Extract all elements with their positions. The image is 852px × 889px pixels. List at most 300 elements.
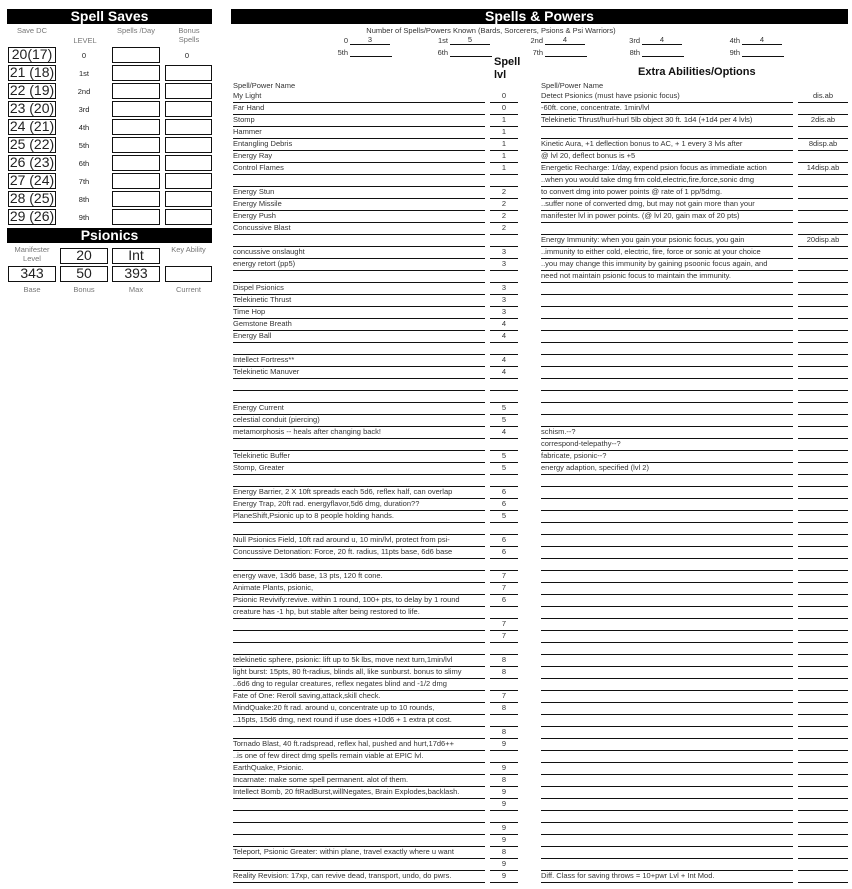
- spell-name-field[interactable]: Energy Trap, 20ft rad. energyflavor,5d6 dmg, duration??: [233, 499, 485, 511]
- save-dc-field[interactable]: 26 (23): [9, 154, 55, 170]
- known-count-field[interactable]: 3: [350, 35, 390, 45]
- power-points-base-field[interactable]: 343: [8, 266, 56, 282]
- extra-ability-ref-field[interactable]: [798, 763, 848, 775]
- spell-name-field[interactable]: [233, 391, 485, 403]
- extra-ability-field[interactable]: [541, 367, 793, 379]
- spell-level-field[interactable]: [490, 643, 518, 655]
- known-count-field[interactable]: 5: [450, 35, 490, 45]
- extra-ability-field[interactable]: Diff. Class for saving throws = 10+pwr Lvl + Int Mod.: [541, 871, 793, 883]
- spell-name-field[interactable]: Reality Revision: 17xp, can revive dead, transport, undo, do pwrs.: [233, 871, 485, 883]
- spell-level-field[interactable]: 2: [490, 199, 518, 211]
- extra-ability-ref-field[interactable]: [798, 631, 848, 643]
- extra-ability-ref-field[interactable]: 8disp.ab: [798, 139, 848, 151]
- spell-level-field[interactable]: 8: [490, 727, 518, 739]
- spell-level-field[interactable]: 2: [490, 211, 518, 223]
- spell-level-field[interactable]: 8: [490, 667, 518, 679]
- save-dc-field[interactable]: 27 (24): [9, 172, 55, 188]
- spell-name-field[interactable]: Incarnate: make some spell permanent. alot of them.: [233, 775, 485, 787]
- extra-ability-field[interactable]: [541, 403, 793, 415]
- spell-name-field[interactable]: Time Hop: [233, 307, 485, 319]
- extra-ability-field[interactable]: Telekinetic Thrust/hurl-hurl 5lb object 30 ft. 1d4 (+1d4 per 4 lvls): [541, 115, 793, 127]
- extra-ability-ref-field[interactable]: [798, 547, 848, 559]
- spell-name-field[interactable]: Gemstone Breath: [233, 319, 485, 331]
- extra-ability-ref-field[interactable]: [798, 175, 848, 187]
- spell-name-field[interactable]: Telekinetic Thrust: [233, 295, 485, 307]
- extra-ability-ref-field[interactable]: [798, 223, 848, 235]
- spell-name-field[interactable]: Fate of One: Reroll saving,attack,skill check.: [233, 691, 485, 703]
- extra-ability-field[interactable]: [541, 703, 793, 715]
- spell-name-field[interactable]: [233, 475, 485, 487]
- extra-ability-ref-field[interactable]: [798, 367, 848, 379]
- extra-ability-ref-field[interactable]: [798, 571, 848, 583]
- spell-level-field[interactable]: 6: [490, 547, 518, 559]
- extra-ability-ref-field[interactable]: [798, 427, 848, 439]
- known-count-field[interactable]: [545, 47, 587, 57]
- extra-ability-field[interactable]: [541, 847, 793, 859]
- spell-level-field[interactable]: 3: [490, 307, 518, 319]
- extra-ability-ref-field[interactable]: [798, 811, 848, 823]
- spell-name-field[interactable]: [233, 799, 485, 811]
- known-count-field[interactable]: [642, 47, 684, 57]
- spell-level-field[interactable]: 1: [490, 139, 518, 151]
- spell-name-field[interactable]: Telekinetic Manuver: [233, 367, 485, 379]
- bonus-spells-field[interactable]: [165, 101, 212, 117]
- spell-level-field[interactable]: 3: [490, 283, 518, 295]
- extra-ability-field[interactable]: [541, 835, 793, 847]
- spell-level-field[interactable]: 7: [490, 571, 518, 583]
- spells-per-day-field[interactable]: [112, 65, 160, 81]
- extra-ability-field[interactable]: correspond-telepathy--?: [541, 439, 793, 451]
- extra-ability-ref-field[interactable]: [798, 835, 848, 847]
- extra-ability-field[interactable]: schism.--?: [541, 427, 793, 439]
- spell-level-field[interactable]: 4: [490, 367, 518, 379]
- spells-per-day-field[interactable]: [112, 209, 160, 225]
- extra-ability-field[interactable]: [541, 571, 793, 583]
- extra-ability-field[interactable]: [541, 535, 793, 547]
- extra-ability-ref-field[interactable]: [798, 415, 848, 427]
- spell-level-field[interactable]: 2: [490, 187, 518, 199]
- spell-level-field[interactable]: [490, 811, 518, 823]
- power-points-max-field[interactable]: 393: [112, 266, 160, 282]
- spell-name-field[interactable]: Energy Current: [233, 403, 485, 415]
- spell-name-field[interactable]: PlaneShift,Psionic up to 8 people holding hands.: [233, 511, 485, 523]
- spell-name-field[interactable]: [233, 619, 485, 631]
- spell-level-field[interactable]: 7: [490, 631, 518, 643]
- spell-name-field[interactable]: [233, 343, 485, 355]
- spell-level-field[interactable]: [490, 475, 518, 487]
- extra-ability-field[interactable]: [541, 655, 793, 667]
- spell-level-field[interactable]: 8: [490, 847, 518, 859]
- spell-name-field[interactable]: [233, 235, 485, 247]
- extra-ability-ref-field[interactable]: [798, 871, 848, 883]
- spell-name-field[interactable]: light burst: 15pts, 80 ft-radius, blinds all, like sunburst. bonus to slimy: [233, 667, 485, 679]
- extra-ability-ref-field[interactable]: [798, 463, 848, 475]
- extra-ability-field[interactable]: [541, 739, 793, 751]
- extra-ability-ref-field[interactable]: [798, 199, 848, 211]
- extra-ability-field[interactable]: ..when you would take dmg frm cold,electric,fire,force,sonic dmg: [541, 175, 793, 187]
- spell-level-field[interactable]: 1: [490, 163, 518, 175]
- spell-level-field[interactable]: [490, 343, 518, 355]
- extra-ability-field[interactable]: [541, 499, 793, 511]
- extra-ability-field[interactable]: need not maintain psionic focus to maintain the immunity.: [541, 271, 793, 283]
- spell-level-field[interactable]: [490, 379, 518, 391]
- spell-level-field[interactable]: 3: [490, 259, 518, 271]
- extra-ability-ref-field[interactable]: 14disp.ab: [798, 163, 848, 175]
- extra-ability-field[interactable]: Energetic Recharge: 1/day, expend psion focus as immediate action: [541, 163, 793, 175]
- extra-ability-ref-field[interactable]: [798, 343, 848, 355]
- bonus-spells-field[interactable]: [165, 83, 212, 99]
- save-dc-field[interactable]: 24 (21): [9, 118, 55, 134]
- spell-level-field[interactable]: [490, 439, 518, 451]
- extra-ability-field[interactable]: energy adaption, specified (lvl 2): [541, 463, 793, 475]
- spell-level-field[interactable]: 9: [490, 823, 518, 835]
- spell-name-field[interactable]: Concussive Blast: [233, 223, 485, 235]
- spell-level-field[interactable]: [490, 715, 518, 727]
- spell-level-field[interactable]: 1: [490, 115, 518, 127]
- extra-ability-ref-field[interactable]: [798, 295, 848, 307]
- spell-name-field[interactable]: Intellect Bomb, 20 ftRadBurst,willNegates, Brain Explodes,backlash.: [233, 787, 485, 799]
- extra-ability-field[interactable]: [541, 295, 793, 307]
- spell-name-field[interactable]: energy retort (pp5): [233, 259, 485, 271]
- extra-ability-ref-field[interactable]: [798, 655, 848, 667]
- spell-level-field[interactable]: 7: [490, 619, 518, 631]
- extra-ability-ref-field[interactable]: [798, 703, 848, 715]
- extra-ability-ref-field[interactable]: [798, 607, 848, 619]
- spell-name-field[interactable]: ..6d6 dng to regular creatures, reflex negates blind and -1/2 dmg: [233, 679, 485, 691]
- spell-level-field[interactable]: 4: [490, 427, 518, 439]
- spell-name-field[interactable]: [233, 811, 485, 823]
- extra-ability-ref-field[interactable]: [798, 475, 848, 487]
- spell-name-field[interactable]: metamorphosis -- heals after changing back!: [233, 427, 485, 439]
- spell-name-field[interactable]: telekinetic sphere, psionic: lift up to 5k lbs, move next turn,1min/lvl: [233, 655, 485, 667]
- spell-name-field[interactable]: Animate Plants, psionic,: [233, 583, 485, 595]
- extra-ability-field[interactable]: @ lvl 20, deflect bonus is +5: [541, 151, 793, 163]
- spell-level-field[interactable]: 6: [490, 499, 518, 511]
- extra-ability-field[interactable]: [541, 667, 793, 679]
- save-dc-field[interactable]: 23 (20): [9, 100, 55, 116]
- extra-ability-ref-field[interactable]: [798, 127, 848, 139]
- spell-level-field[interactable]: [490, 175, 518, 187]
- extra-ability-ref-field[interactable]: [798, 859, 848, 871]
- extra-ability-ref-field[interactable]: [798, 691, 848, 703]
- extra-ability-ref-field[interactable]: [798, 403, 848, 415]
- extra-ability-ref-field[interactable]: [798, 355, 848, 367]
- extra-ability-field[interactable]: [541, 355, 793, 367]
- extra-ability-ref-field[interactable]: [798, 103, 848, 115]
- extra-ability-field[interactable]: [541, 595, 793, 607]
- spell-name-field[interactable]: [233, 835, 485, 847]
- known-count-field[interactable]: 4: [545, 35, 585, 45]
- spell-level-field[interactable]: 0: [490, 103, 518, 115]
- extra-ability-ref-field[interactable]: [798, 715, 848, 727]
- extra-ability-ref-field[interactable]: [798, 379, 848, 391]
- extra-ability-ref-field[interactable]: [798, 559, 848, 571]
- spell-level-field[interactable]: [490, 607, 518, 619]
- spell-level-field[interactable]: 6: [490, 535, 518, 547]
- spell-name-field[interactable]: concussive onslaught: [233, 247, 485, 259]
- extra-ability-field[interactable]: to convert dmg into power points @ rate of 1 pp/5dmg.: [541, 187, 793, 199]
- extra-ability-field[interactable]: [541, 811, 793, 823]
- key-ability-field[interactable]: Int: [112, 248, 160, 264]
- spell-name-field[interactable]: [233, 631, 485, 643]
- spell-name-field[interactable]: Entangling Debris: [233, 139, 485, 151]
- extra-ability-field[interactable]: ..you may change this immunity by gaining psoonic focus again, and: [541, 259, 793, 271]
- spell-name-field[interactable]: [233, 523, 485, 535]
- bonus-spells-field[interactable]: [165, 191, 212, 207]
- extra-ability-ref-field[interactable]: 20disp.ab: [798, 235, 848, 247]
- extra-ability-field[interactable]: Detect Psionics (must have psionic focus): [541, 91, 793, 103]
- spell-name-field[interactable]: Concussive Detonation: Force, 20 ft. radius, 11pts base, 6d6 base: [233, 547, 485, 559]
- spell-name-field[interactable]: ..15pts, 15d6 dmg, next round if use does +10d6 + 1 extra pt cost.: [233, 715, 485, 727]
- spell-level-field[interactable]: 5: [490, 463, 518, 475]
- spell-name-field[interactable]: Hammer: [233, 127, 485, 139]
- extra-ability-field[interactable]: [541, 799, 793, 811]
- spell-name-field[interactable]: Tornado Blast, 40 ft.radspread, reflex hal, pushed and hurt,17d6++: [233, 739, 485, 751]
- spell-level-field[interactable]: [490, 235, 518, 247]
- spell-name-field[interactable]: Energy Push: [233, 211, 485, 223]
- bonus-spells-field[interactable]: [165, 209, 212, 225]
- spell-name-field[interactable]: Dispel Psionics: [233, 283, 485, 295]
- spell-level-field[interactable]: 9: [490, 799, 518, 811]
- extra-ability-ref-field[interactable]: [798, 619, 848, 631]
- save-dc-field[interactable]: 21 (18): [9, 64, 55, 80]
- spell-level-field[interactable]: 3: [490, 295, 518, 307]
- spell-name-field[interactable]: MindQuake:20 ft rad. around u, concentrate up to 10 rounds,: [233, 703, 485, 715]
- spell-name-field[interactable]: [233, 271, 485, 283]
- extra-ability-field[interactable]: [541, 547, 793, 559]
- spell-name-field[interactable]: Energy Ray: [233, 151, 485, 163]
- extra-ability-field[interactable]: [541, 787, 793, 799]
- spell-name-field[interactable]: [233, 859, 485, 871]
- known-count-field[interactable]: [742, 47, 784, 57]
- extra-ability-ref-field[interactable]: [798, 823, 848, 835]
- extra-ability-ref-field[interactable]: [798, 727, 848, 739]
- extra-ability-field[interactable]: [541, 475, 793, 487]
- extra-ability-field[interactable]: fabricate, psionic--?: [541, 451, 793, 463]
- spell-name-field[interactable]: [233, 175, 485, 187]
- spell-level-field[interactable]: 8: [490, 775, 518, 787]
- extra-ability-field[interactable]: [541, 823, 793, 835]
- extra-ability-field[interactable]: [541, 607, 793, 619]
- spell-level-field[interactable]: 9: [490, 787, 518, 799]
- spell-level-field[interactable]: [490, 271, 518, 283]
- extra-ability-field[interactable]: [541, 715, 793, 727]
- bonus-spells-field[interactable]: [165, 65, 212, 81]
- extra-ability-field[interactable]: [541, 691, 793, 703]
- spell-level-field[interactable]: 2: [490, 223, 518, 235]
- extra-ability-field[interactable]: -60ft. cone, concentrate. 1min/lvl: [541, 103, 793, 115]
- spell-level-field[interactable]: 6: [490, 487, 518, 499]
- extra-ability-field[interactable]: [541, 379, 793, 391]
- extra-ability-ref-field[interactable]: [798, 211, 848, 223]
- spell-level-field[interactable]: 5: [490, 511, 518, 523]
- spell-level-field[interactable]: [490, 559, 518, 571]
- extra-ability-field[interactable]: [541, 127, 793, 139]
- extra-ability-ref-field[interactable]: [798, 799, 848, 811]
- extra-ability-field[interactable]: [541, 223, 793, 235]
- extra-ability-ref-field[interactable]: [798, 523, 848, 535]
- spell-level-field[interactable]: 0: [490, 91, 518, 103]
- extra-ability-ref-field[interactable]: [798, 247, 848, 259]
- known-count-field[interactable]: 4: [642, 35, 682, 45]
- extra-ability-field[interactable]: [541, 283, 793, 295]
- extra-ability-field[interactable]: ..suffer none of converted dmg, but may not gain more than your: [541, 199, 793, 211]
- spell-level-field[interactable]: 8: [490, 655, 518, 667]
- extra-ability-ref-field[interactable]: [798, 439, 848, 451]
- spell-name-field[interactable]: [233, 439, 485, 451]
- bonus-spells-field[interactable]: [165, 137, 212, 153]
- spells-per-day-field[interactable]: [112, 119, 160, 135]
- extra-ability-field[interactable]: [541, 523, 793, 535]
- spell-name-field[interactable]: Intellect Fortress**: [233, 355, 485, 367]
- extra-ability-ref-field[interactable]: [798, 307, 848, 319]
- spell-level-field[interactable]: 4: [490, 331, 518, 343]
- spell-name-field[interactable]: Far Hand: [233, 103, 485, 115]
- spell-level-field[interactable]: 7: [490, 691, 518, 703]
- save-dc-field[interactable]: 25 (22): [9, 136, 55, 152]
- extra-ability-field[interactable]: [541, 643, 793, 655]
- extra-ability-field[interactable]: Kinetic Aura, +1 deflection bonus to AC, + 1 every 3 lvls after: [541, 139, 793, 151]
- spell-level-field[interactable]: 4: [490, 355, 518, 367]
- extra-ability-ref-field[interactable]: [798, 595, 848, 607]
- save-dc-field[interactable]: 22 (19): [9, 82, 55, 98]
- bonus-spells-field[interactable]: [165, 173, 212, 189]
- extra-ability-ref-field[interactable]: [798, 451, 848, 463]
- extra-ability-ref-field[interactable]: [798, 667, 848, 679]
- spells-per-day-field[interactable]: [112, 101, 160, 117]
- extra-ability-field[interactable]: Energy Immunity: when you gain your psionic focus, you gain: [541, 235, 793, 247]
- spell-name-field[interactable]: energy wave, 13d6 base, 13 pts, 120 ft cone.: [233, 571, 485, 583]
- spell-level-field[interactable]: 9: [490, 859, 518, 871]
- spell-name-field[interactable]: Energy Ball: [233, 331, 485, 343]
- extra-ability-ref-field[interactable]: [798, 331, 848, 343]
- spell-name-field[interactable]: Teleport, Psionic Greater: within plane, travel exactly where u want: [233, 847, 485, 859]
- extra-ability-field[interactable]: [541, 391, 793, 403]
- spell-name-field[interactable]: Stomp, Greater: [233, 463, 485, 475]
- spell-name-field[interactable]: Energy Barrier, 2 X 10ft spreads each 5d6, reflex half, can overlap: [233, 487, 485, 499]
- spell-level-field[interactable]: 9: [490, 835, 518, 847]
- spell-name-field[interactable]: [233, 559, 485, 571]
- spell-name-field[interactable]: Null Psionics Field, 10ft rad around u, 10 min/lvl, protect from psi-: [233, 535, 485, 547]
- extra-ability-field[interactable]: [541, 859, 793, 871]
- extra-ability-ref-field[interactable]: [798, 187, 848, 199]
- extra-ability-field[interactable]: [541, 583, 793, 595]
- extra-ability-ref-field[interactable]: [798, 511, 848, 523]
- known-count-field[interactable]: [350, 47, 392, 57]
- spell-name-field[interactable]: [233, 643, 485, 655]
- spell-name-field[interactable]: Telekinetic Buffer: [233, 451, 485, 463]
- extra-ability-field[interactable]: [541, 487, 793, 499]
- manifester-level-field[interactable]: 20: [60, 248, 108, 264]
- spells-per-day-field[interactable]: [112, 155, 160, 171]
- spell-level-field[interactable]: 5: [490, 403, 518, 415]
- spell-name-field[interactable]: Energy Missile: [233, 199, 485, 211]
- spells-per-day-field[interactable]: [112, 83, 160, 99]
- power-points-current-field[interactable]: [165, 266, 212, 282]
- spell-name-field[interactable]: EarthQuake, Psionic.: [233, 763, 485, 775]
- spell-level-field[interactable]: 5: [490, 415, 518, 427]
- spell-name-field[interactable]: [233, 823, 485, 835]
- extra-ability-ref-field[interactable]: [798, 643, 848, 655]
- spell-level-field[interactable]: [490, 391, 518, 403]
- spell-name-field[interactable]: creature has -1 hp, but stable after being restored to life.: [233, 607, 485, 619]
- extra-ability-field[interactable]: [541, 331, 793, 343]
- extra-ability-ref-field[interactable]: [798, 271, 848, 283]
- bonus-spells-field[interactable]: [165, 119, 212, 135]
- spell-level-field[interactable]: 1: [490, 151, 518, 163]
- power-points-bonus-field[interactable]: 50: [60, 266, 108, 282]
- bonus-spells-field[interactable]: [165, 155, 212, 171]
- spells-per-day-field[interactable]: [112, 173, 160, 189]
- spell-level-field[interactable]: 1: [490, 127, 518, 139]
- save-dc-field[interactable]: 28 (25): [9, 190, 55, 206]
- extra-ability-ref-field[interactable]: [798, 787, 848, 799]
- spell-level-field[interactable]: [490, 679, 518, 691]
- extra-ability-field[interactable]: [541, 631, 793, 643]
- save-dc-field[interactable]: 29 (26): [9, 208, 55, 224]
- extra-ability-field[interactable]: [541, 343, 793, 355]
- spell-name-field[interactable]: Stomp: [233, 115, 485, 127]
- extra-ability-ref-field[interactable]: [798, 775, 848, 787]
- extra-ability-field[interactable]: ..immunity to either cold, electric, fire, force or sonic at your choice: [541, 247, 793, 259]
- spells-per-day-field[interactable]: [112, 191, 160, 207]
- spell-level-field[interactable]: [490, 523, 518, 535]
- extra-ability-field[interactable]: [541, 763, 793, 775]
- extra-ability-ref-field[interactable]: [798, 751, 848, 763]
- spell-level-field[interactable]: 7: [490, 583, 518, 595]
- extra-ability-ref-field[interactable]: [798, 391, 848, 403]
- extra-ability-ref-field[interactable]: [798, 847, 848, 859]
- spell-level-field[interactable]: 6: [490, 595, 518, 607]
- extra-ability-ref-field[interactable]: [798, 259, 848, 271]
- spell-level-field[interactable]: 3: [490, 247, 518, 259]
- spell-name-field[interactable]: Energy Stun: [233, 187, 485, 199]
- spell-level-field[interactable]: 9: [490, 871, 518, 883]
- spell-level-field[interactable]: 4: [490, 319, 518, 331]
- spell-level-field[interactable]: 9: [490, 763, 518, 775]
- extra-ability-field[interactable]: [541, 727, 793, 739]
- extra-ability-field[interactable]: [541, 307, 793, 319]
- spell-level-field[interactable]: 9: [490, 739, 518, 751]
- spell-name-field[interactable]: Psionic Revivify:revive. within 1 round, 100+ pts, to delay by 1 round: [233, 595, 485, 607]
- extra-ability-ref-field[interactable]: [798, 739, 848, 751]
- save-dc-field[interactable]: 20(17): [8, 47, 56, 63]
- extra-ability-ref-field[interactable]: 2dis.ab: [798, 115, 848, 127]
- spell-level-field[interactable]: 8: [490, 703, 518, 715]
- extra-ability-ref-field[interactable]: [798, 283, 848, 295]
- extra-ability-ref-field[interactable]: [798, 499, 848, 511]
- extra-ability-field[interactable]: [541, 415, 793, 427]
- extra-ability-field[interactable]: [541, 775, 793, 787]
- spells-per-day-field[interactable]: [112, 47, 160, 63]
- extra-ability-field[interactable]: [541, 559, 793, 571]
- spell-name-field[interactable]: My Light: [233, 91, 485, 103]
- extra-ability-ref-field[interactable]: [798, 151, 848, 163]
- extra-ability-ref-field[interactable]: [798, 319, 848, 331]
- extra-ability-field[interactable]: [541, 619, 793, 631]
- extra-ability-field[interactable]: [541, 679, 793, 691]
- extra-ability-ref-field[interactable]: dis.ab: [798, 91, 848, 103]
- spell-name-field[interactable]: Control Flames: [233, 163, 485, 175]
- extra-ability-field[interactable]: [541, 511, 793, 523]
- extra-ability-ref-field[interactable]: [798, 535, 848, 547]
- spells-per-day-field[interactable]: [112, 137, 160, 153]
- spell-level-field[interactable]: 5: [490, 451, 518, 463]
- known-count-field[interactable]: [450, 47, 492, 57]
- extra-ability-ref-field[interactable]: [798, 487, 848, 499]
- extra-ability-field[interactable]: [541, 319, 793, 331]
- extra-ability-field[interactable]: manifester lvl in power points. (@ lvl 20, gain max of 20 pts): [541, 211, 793, 223]
